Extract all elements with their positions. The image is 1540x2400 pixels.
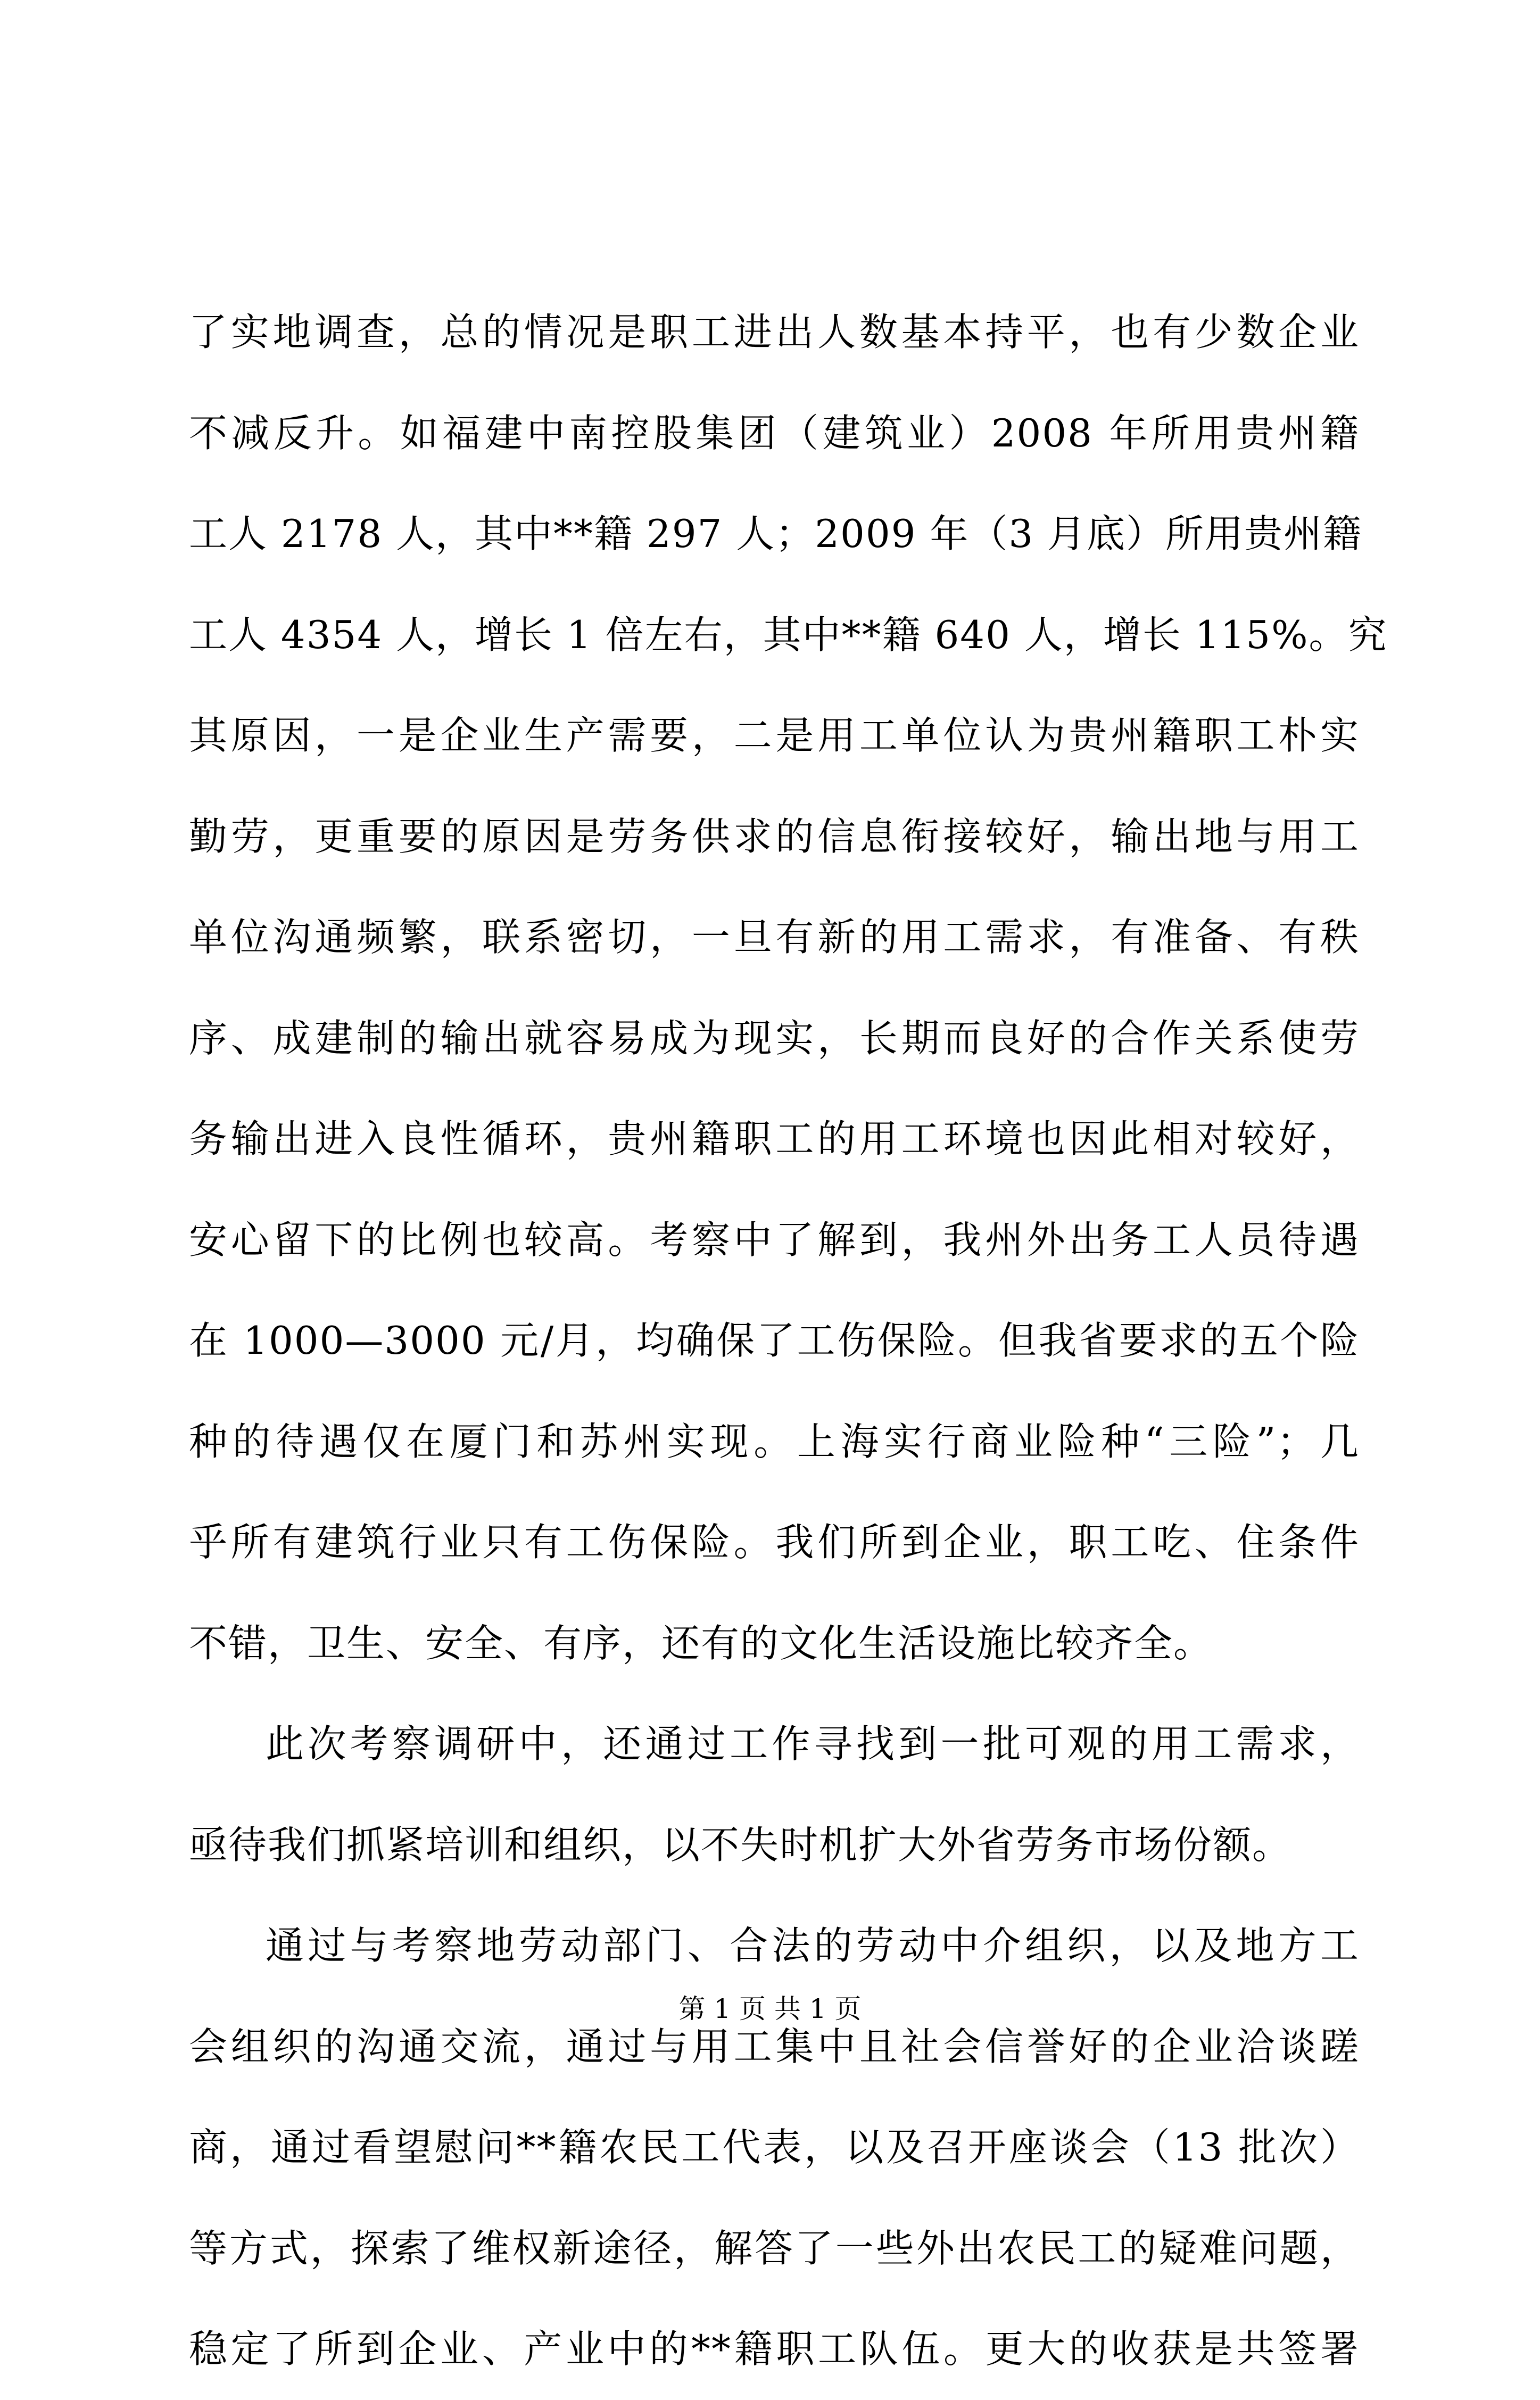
text-line: 勤劳，更重要的原因是劳务供求的信息衔接较好，输出地与用工 [189, 814, 1360, 859]
text-line: 不减反升。如福建中南控股集团（建筑业）2008 年所用贵州籍 [189, 410, 1360, 456]
text-line: 了实地调查，总的情况是职工进出人数基本持平，也有少数企业 [189, 310, 1360, 354]
text-line: 乎所有建筑行业只有工伤保险。我们所到企业，职工吃、住条件 [189, 1520, 1360, 1565]
text-line: 种的待遇仅在厦门和苏州实现。上海实行商业险种“三险”；几 [189, 1419, 1360, 1464]
text-line: 不错，卫生、安全、有序，还有的文化生活设施比较齐全。 [189, 1620, 1213, 1666]
text-line: 其原因，一是企业生产需要，二是用工单位认为贵州籍职工朴实 [189, 713, 1360, 758]
text-line: 在 1000—3000 元/月，均确保了工伤保险。但我省要求的五个险 [189, 1318, 1360, 1363]
text-line: 单位沟通频繁，联系密切，一旦有新的用工需求，有准备、有秩 [189, 915, 1360, 959]
text-line: 安心留下的比例也较高。考察中了解到，我州外出务工人员待遇 [189, 1217, 1360, 1262]
text-line: 序、成建制的输出就容易成为现实，长期而良好的合作关系使劳 [189, 1015, 1360, 1061]
text-line: 商，通过看望慰问**籍农民工代表，以及召开座谈会（13 批次） [189, 2125, 1360, 2170]
text-line: 务输出进入良性循环，贵州籍职工的用工环境也因此相对较好， [189, 1116, 1360, 1161]
document-body [189, 282, 1388, 2400]
page-number-footer: 第 1 页 共 1 页 [678, 1993, 862, 2024]
text-line: 通过与考察地劳动部门、合法的劳动中介组织，以及地方工 [266, 1923, 1360, 1968]
text-line: 会组织的沟通交流，通过与用工集中且社会信誉好的企业洽谈蹉 [189, 2024, 1360, 2069]
text-line: 工人 2178 人，其中**籍 297 人；2009 年（3 月底）所用贵州籍 [189, 511, 1363, 556]
text-line: 等方式，探索了维权新途径，解答了一些外出农民工的疑难问题， [189, 2225, 1360, 2271]
text-line: 工人 4354 人，增长 1 倍左右，其中**籍 640 人，增长 115%。究 [189, 612, 1388, 657]
text-line: 稳定了所到企业、产业中的**籍职工队伍。更大的收获是共签署 [189, 2327, 1360, 2371]
text-line: 此次考察调研中，还通过工作寻找到一批可观的用工需求， [266, 1722, 1360, 1766]
text-line: 亟待我们抓紧培训和组织，以不失时机扩大外省劳务市场份额。 [189, 1822, 1292, 1867]
